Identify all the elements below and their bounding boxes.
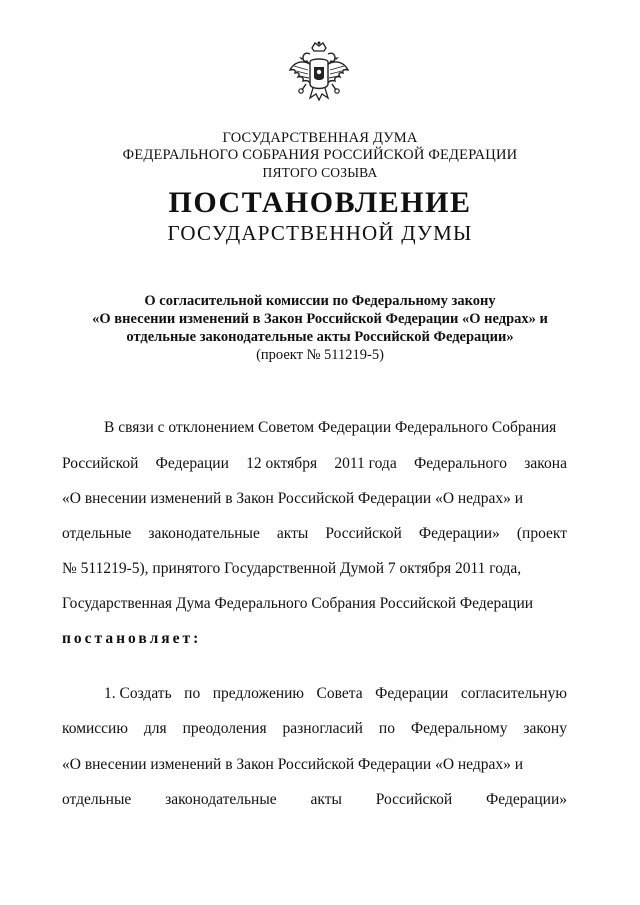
body-line (104, 684, 567, 704)
subject-line-1: О согласительной комиссии по Федеральному закону (144, 293, 496, 309)
body-text-segment: разногласий (282, 720, 363, 737)
body-text-segment: «О внесении изменений в Закон Российской Федерации «О недрах» и (62, 490, 524, 507)
body-text-segment: Федерации (375, 685, 449, 702)
coat-of-arms-emblem (286, 40, 352, 106)
body-line (62, 524, 567, 544)
body-text-segment: Федерации» (486, 791, 567, 808)
body-text-segment: закона (524, 455, 567, 472)
header-duma: ГОСУДАРСТВЕННАЯ ДУМА (222, 130, 418, 146)
body-text-segment: согласительную (460, 685, 567, 702)
body-text-segment: Российской (375, 791, 453, 808)
body-text-segment: преодоления (182, 720, 267, 737)
body-line (62, 790, 567, 810)
body-text-segment: Государственная Дума Федерального Собрания Российской Федерации (62, 595, 534, 612)
header-federal-assembly: ФЕДЕРАЛЬНОГО СОБРАНИЯ РОССИЙСКОЙ ФЕДЕРАЦИИ (122, 147, 518, 163)
subject-line-2: «О внесении изменений в Закон Российской Федерации «О недрах» и (92, 311, 548, 327)
body-text-segment: закону (523, 720, 567, 737)
body-text-segment: Федерации (155, 455, 229, 472)
resolves-keyword: постановляет: (62, 630, 202, 647)
body-text-segment: Федерального (413, 455, 508, 472)
body-text-segment: отдельные (62, 525, 132, 542)
body-line (62, 755, 567, 775)
body-text-segment: 1. Создать (104, 685, 172, 702)
body-text-segment: для (143, 720, 167, 737)
body-text-segment: 12 октября (246, 455, 318, 472)
body-text-segment: Совета (316, 685, 363, 702)
body-text-segment: «О внесении изменений в Закон Российской Федерации «О недрах» и (62, 756, 524, 773)
body-text-segment: Российской (62, 455, 139, 472)
document-type-title: ПОСТАНОВЛЕНИЕ (168, 186, 472, 219)
body-text-segment: по (184, 685, 201, 702)
body-text-segment: предложению (212, 685, 305, 702)
body-line (104, 418, 567, 438)
body-line (62, 559, 567, 579)
body-text-segment: акты (310, 791, 342, 808)
body-text-segment: акты (276, 525, 309, 542)
subject-line-3: отдельные законодательные акты Российской Федерации» (126, 329, 514, 345)
body-text-segment: 2011 года (334, 455, 397, 472)
body-text-segment: Федеральному (410, 720, 508, 737)
body-text-segment: № 511219-5), принятого Государственной Думой 7 октября 2011 года, (62, 560, 522, 577)
body-text-segment: отдельные (62, 791, 132, 808)
body-text-segment: по (378, 720, 395, 737)
body-text-segment: комиссию (62, 720, 128, 737)
body-line (62, 594, 567, 614)
header-convocation: ПЯТОГО СОЗЫВА (262, 165, 378, 180)
body-text-segment: законодательные (148, 525, 260, 542)
body-text-segment: Федерации» (418, 525, 500, 542)
body-text-segment: В связи с отклонением Советом Федерации Федерального Собрания (104, 419, 557, 436)
body-text-segment: законодательные (165, 791, 277, 808)
body-line (62, 719, 567, 739)
body-line (62, 454, 567, 474)
subject-project-number: (проект № 511219-5) (256, 347, 384, 363)
body-line (62, 489, 567, 509)
document-issuer-subtitle: ГОСУДАРСТВЕННОЙ ДУМЫ (167, 221, 473, 245)
body-text-segment: (проект (516, 525, 567, 542)
body-text-segment: Российской (325, 525, 402, 542)
